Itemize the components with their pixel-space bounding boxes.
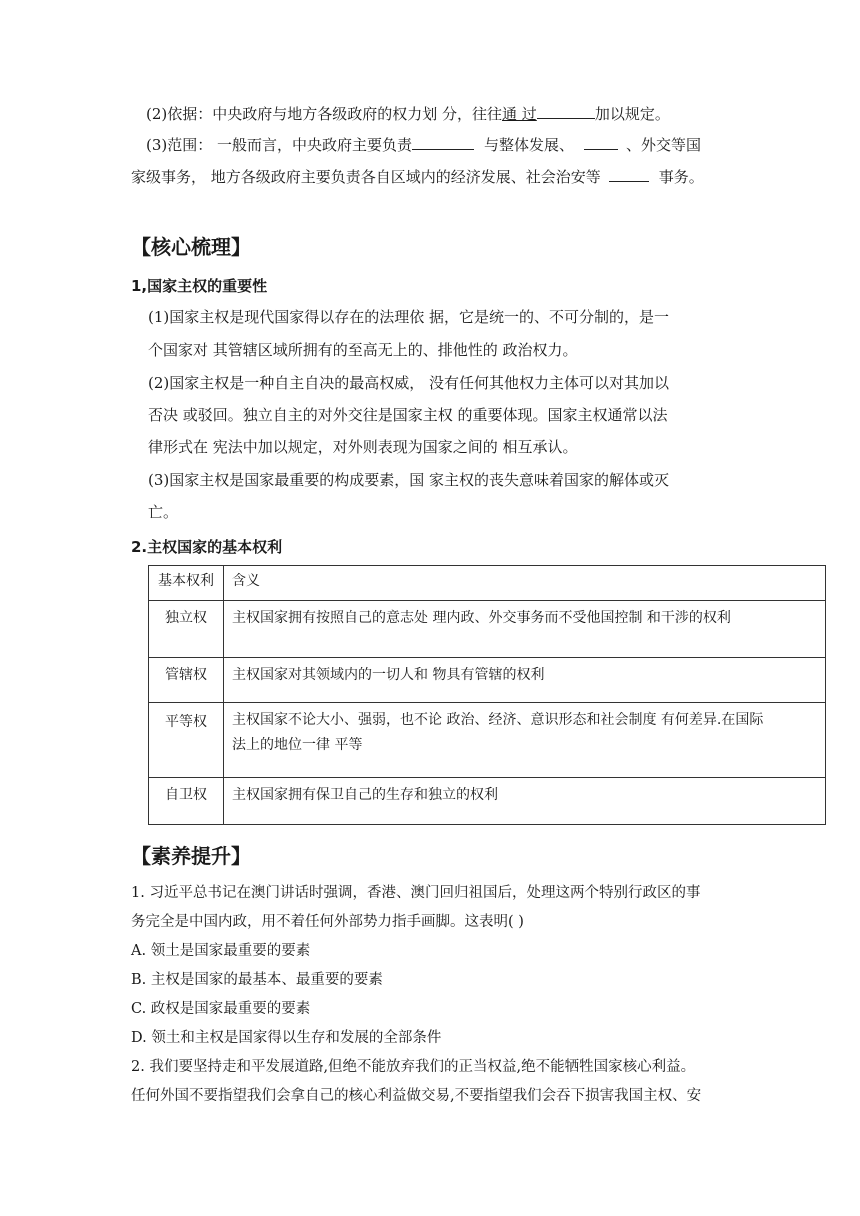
intro-text: 事务。 xyxy=(658,168,704,186)
subheading-basic-rights: 2.主权国家的基本权利 xyxy=(131,538,283,556)
option-b: B. 主权是国家的最基本、最重要的要素 xyxy=(131,972,383,988)
intro-line-2 xyxy=(146,135,701,155)
question-2-line: 任何外国不要指望我们会拿自己的核心利益做交易,不要指望我们会吞下损害我国主权、安 xyxy=(131,1088,702,1104)
question-1-line: 务完全是中国内政，用不着任何外部势力指手画脚。这表明( ) xyxy=(131,914,524,930)
table-row xyxy=(149,658,826,703)
section-heading-core: 【核心梳理】 xyxy=(131,235,251,259)
question-2-line: 2. 我们要坚持走和平发展道路,但绝不能放弃我们的正当权益,绝不能牺牲国家核心利益。 xyxy=(131,1059,696,1075)
intro-text: (3)范围： 一般而言，中央政府主要负责 xyxy=(146,136,413,154)
question-1-line: 1. 习近平总书记在澳门讲话时强调，香港、澳门回归祖国后，处理这两个特别行政区的事 xyxy=(131,885,701,901)
option-d: D. 领土和主权是国家得以生存和发展的全部条件 xyxy=(131,1030,442,1046)
fill-blank xyxy=(584,135,618,150)
table-cell-meaning: 主权国家拥有按照自己的意志处 理内政、外交事务而不受他国控制 和干涉的权利 xyxy=(224,601,826,658)
intro-text: 家级事务， 地方各级政府主要负责各自区域内的经济发展、社会治安等 xyxy=(131,168,601,186)
table-row xyxy=(149,601,826,658)
rights-table xyxy=(148,565,826,825)
paragraph-line: 亡。 xyxy=(148,503,179,521)
paragraph-line: (3)国家主权是国家最重要的构成要素，国 家主权的丧失意味着国家的解体或灭 xyxy=(148,471,670,489)
paragraph-line: (1)国家主权是现代国家得以存在的法理依 据，它是统一的、不可分制的，是一 xyxy=(148,308,670,326)
table-cell-meaning: 主权国家对其领域内的一切人和 物具有管辖的权利 xyxy=(224,658,826,703)
table-header-cell: 基本权利 xyxy=(149,566,224,601)
table-cell-right: 平等权 xyxy=(149,703,224,778)
table-row xyxy=(149,703,826,778)
paragraph-line: 律形式在 宪法中加以规定，对外则表现为国家之间的 相互承认。 xyxy=(148,438,578,456)
option-c: C. 政权是国家最重要的要素 xyxy=(131,1001,311,1017)
paragraph-line: 个国家对 其管辖区域所拥有的至高无上的、排他性的 政治权力。 xyxy=(148,341,578,359)
meaning-line: 主权国家不论大小、强弱，也不论 政治、经济、意识形态和社会制度 有何差异.在国际 xyxy=(232,712,764,728)
paragraph-line: 否决 或驳回。独立自主的对外交往是国家主权 的重要体现。国家主权通常以法 xyxy=(148,406,668,424)
intro-text: (2)依据：中央政府与地方各级政府的权力划 分，往往 xyxy=(146,105,503,123)
fill-blank xyxy=(537,104,595,119)
intro-text: 与整体发展、 xyxy=(484,136,575,154)
intro-text: 加以规定。 xyxy=(594,105,670,123)
option-a: A. 领土是国家最重要的要素 xyxy=(131,943,311,959)
table-cell-right: 管辖权 xyxy=(149,658,224,703)
fill-blank xyxy=(609,167,649,182)
meaning-line: 法上的地位一律 平等 xyxy=(232,737,363,753)
table-cell-right: 独立权 xyxy=(149,601,224,658)
fill-blank xyxy=(412,135,474,150)
table-cell-right: 自卫权 xyxy=(149,778,224,825)
intro-line-1 xyxy=(146,104,670,124)
table-header-cell: 含义 xyxy=(224,566,826,601)
intro-line-3 xyxy=(131,167,704,187)
table-cell-meaning: 主权国家拥有保卫自己的生存和独立的权利 xyxy=(224,778,826,825)
intro-text: 、外交等国 xyxy=(626,136,702,154)
table-header-row xyxy=(149,566,826,601)
subheading-sovereignty-importance: 1,国家主权的重要性 xyxy=(131,277,268,295)
section-heading-literacy: 【素养提升】 xyxy=(131,844,251,868)
paragraph-line: (2)国家主权是一种自主自决的最高权威， 没有任何其他权力主体可以对其加以 xyxy=(148,374,670,392)
underlined-text: 通 过 xyxy=(502,105,537,123)
table-row xyxy=(149,778,826,825)
table-cell-meaning xyxy=(224,703,826,778)
